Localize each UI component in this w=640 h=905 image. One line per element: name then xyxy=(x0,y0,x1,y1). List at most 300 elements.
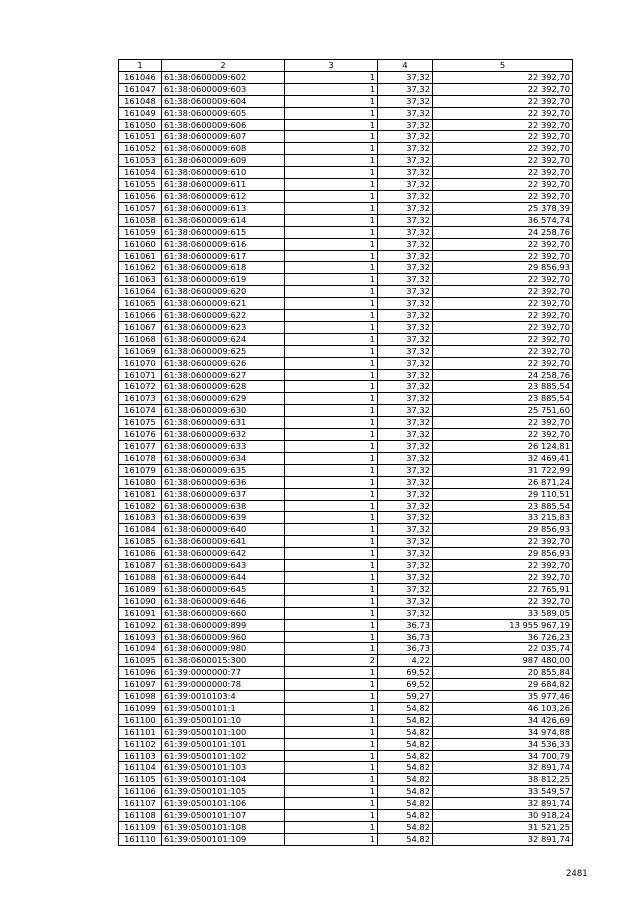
table-cell: 37,32 xyxy=(378,560,433,572)
table-cell: 35 977,46 xyxy=(433,691,573,703)
table-cell: 161046 xyxy=(119,71,162,83)
table-cell: 1 xyxy=(285,286,378,298)
table-cell: 1 xyxy=(285,202,378,214)
table-row xyxy=(119,786,573,798)
table-cell: 36 574,74 xyxy=(433,214,573,226)
table-cell: 161068 xyxy=(119,333,162,345)
table-row xyxy=(119,310,573,322)
table-row xyxy=(119,738,573,750)
table-row xyxy=(119,512,573,524)
table-cell: 161067 xyxy=(119,321,162,333)
table-cell: 37,32 xyxy=(378,286,433,298)
table-cell: 61:38:0600009:637 xyxy=(162,488,285,500)
table-cell: 161106 xyxy=(119,786,162,798)
table-cell: 23 885,54 xyxy=(433,381,573,393)
table-cell: 61:38:0600009:627 xyxy=(162,369,285,381)
table-cell: 61:38:0600009:634 xyxy=(162,452,285,464)
table-cell: 61:39:0500101:109 xyxy=(162,833,285,845)
table-cell: 31 722,99 xyxy=(433,464,573,476)
table-cell: 1 xyxy=(285,822,378,834)
table-cell: 37,32 xyxy=(378,357,433,369)
table-row xyxy=(119,357,573,369)
table-cell: 1 xyxy=(285,631,378,643)
table-cell: 22 392,70 xyxy=(433,357,573,369)
table-cell: 161105 xyxy=(119,774,162,786)
table-cell: 61:39:0500101:108 xyxy=(162,822,285,834)
table-cell: 61:38:0600009:605 xyxy=(162,107,285,119)
table-cell: 32 891,74 xyxy=(433,798,573,810)
table-cell: 161108 xyxy=(119,810,162,822)
table-cell: 161088 xyxy=(119,571,162,583)
table-cell: 1 xyxy=(285,452,378,464)
table-cell: 61:39:0500101:107 xyxy=(162,810,285,822)
table-cell: 161091 xyxy=(119,607,162,619)
table-cell: 22 392,70 xyxy=(433,250,573,262)
table-row xyxy=(119,333,573,345)
table-cell: 1 xyxy=(285,310,378,322)
table-cell: 61:38:0600009:643 xyxy=(162,560,285,572)
table-cell: 37,32 xyxy=(378,250,433,262)
table-cell: 25 378,39 xyxy=(433,202,573,214)
table-cell: 46 103,26 xyxy=(433,702,573,714)
table-cell: 1 xyxy=(285,107,378,119)
table-cell: 61:38:0600009:645 xyxy=(162,583,285,595)
table-cell: 37,32 xyxy=(378,417,433,429)
table-cell: 61:38:0600009:609 xyxy=(162,155,285,167)
table-cell: 61:39:0500101:100 xyxy=(162,726,285,738)
table-cell: 61:38:0600009:660 xyxy=(162,607,285,619)
table-cell: 61:38:0600009:638 xyxy=(162,500,285,512)
table-cell: 33 589,05 xyxy=(433,607,573,619)
table-cell: 61:39:0500101:101 xyxy=(162,738,285,750)
table-row xyxy=(119,298,573,310)
table-row xyxy=(119,643,573,655)
table-row xyxy=(119,262,573,274)
table-cell: 37,32 xyxy=(378,167,433,179)
table-cell: 161054 xyxy=(119,167,162,179)
table-cell: 54,82 xyxy=(378,738,433,750)
table-cell: 13 955 967,19 xyxy=(433,619,573,631)
table-cell: 61:38:0600015:300 xyxy=(162,655,285,667)
table-cell: 1 xyxy=(285,595,378,607)
table-cell: 32 469,41 xyxy=(433,452,573,464)
table-row xyxy=(119,798,573,810)
table-row xyxy=(119,691,573,703)
table-cell: 1 xyxy=(285,298,378,310)
table-cell: 36,73 xyxy=(378,631,433,643)
table-cell: 161094 xyxy=(119,643,162,655)
table-cell: 1 xyxy=(285,131,378,143)
table-cell: 61:39:0500101:106 xyxy=(162,798,285,810)
table-cell: 29 856,93 xyxy=(433,524,573,536)
table-row xyxy=(119,726,573,738)
table-cell: 37,32 xyxy=(378,119,433,131)
table-cell: 61:38:0600009:641 xyxy=(162,536,285,548)
table-cell: 61:38:0600009:604 xyxy=(162,95,285,107)
table-cell: 37,32 xyxy=(378,333,433,345)
table-cell: 161102 xyxy=(119,738,162,750)
table-cell: 33 549,57 xyxy=(433,786,573,798)
table-cell: 1 xyxy=(285,179,378,191)
table-cell: 161061 xyxy=(119,250,162,262)
table-cell: 61:39:0500101:10 xyxy=(162,714,285,726)
table-cell: 54,82 xyxy=(378,822,433,834)
table-cell: 1 xyxy=(285,798,378,810)
table-cell: 22 392,70 xyxy=(433,560,573,572)
table-cell: 61:38:0600009:640 xyxy=(162,524,285,536)
table-row xyxy=(119,560,573,572)
table-cell: 161071 xyxy=(119,369,162,381)
table-cell: 37,32 xyxy=(378,202,433,214)
table-row xyxy=(119,762,573,774)
table-cell: 1 xyxy=(285,702,378,714)
page-number: 2481 xyxy=(566,869,588,879)
table-cell: 1 xyxy=(285,214,378,226)
table-cell: 29 684,82 xyxy=(433,679,573,691)
table-row xyxy=(119,476,573,488)
table-row xyxy=(119,107,573,119)
table-cell: 61:39:0500101:103 xyxy=(162,762,285,774)
table-cell: 24 258,76 xyxy=(433,226,573,238)
table-cell: 22 392,70 xyxy=(433,167,573,179)
table-cell: 37,32 xyxy=(378,405,433,417)
table-cell: 37,32 xyxy=(378,190,433,202)
table-row xyxy=(119,714,573,726)
table-cell: 25 751,60 xyxy=(433,405,573,417)
table-row xyxy=(119,190,573,202)
table-cell: 37,32 xyxy=(378,321,433,333)
table-cell: 1 xyxy=(285,762,378,774)
table-cell: 37,32 xyxy=(378,107,433,119)
table-cell: 61:38:0600009:636 xyxy=(162,476,285,488)
table-cell: 61:39:0010103:4 xyxy=(162,691,285,703)
table-cell: 161093 xyxy=(119,631,162,643)
table-cell: 37,32 xyxy=(378,298,433,310)
table-cell: 37,32 xyxy=(378,512,433,524)
table-cell: 61:38:0600009:614 xyxy=(162,214,285,226)
table-cell: 1 xyxy=(285,369,378,381)
table-row xyxy=(119,405,573,417)
table-cell: 37,32 xyxy=(378,607,433,619)
table-cell: 1 xyxy=(285,833,378,845)
column-header-4: 4 xyxy=(378,60,433,72)
table-cell: 59,27 xyxy=(378,691,433,703)
table-cell: 161104 xyxy=(119,762,162,774)
table-cell: 37,32 xyxy=(378,393,433,405)
table-cell: 161098 xyxy=(119,691,162,703)
table-cell: 1 xyxy=(285,441,378,453)
table-row xyxy=(119,822,573,834)
table-cell: 61:39:0500101:102 xyxy=(162,750,285,762)
table-row xyxy=(119,702,573,714)
table-cell: 161109 xyxy=(119,822,162,834)
table-row xyxy=(119,833,573,845)
table-cell: 161047 xyxy=(119,83,162,95)
table-row xyxy=(119,667,573,679)
table-row xyxy=(119,583,573,595)
table-cell: 61:38:0600009:611 xyxy=(162,179,285,191)
table-row xyxy=(119,631,573,643)
table-cell: 161073 xyxy=(119,393,162,405)
table-cell: 22 392,70 xyxy=(433,429,573,441)
table-cell: 161083 xyxy=(119,512,162,524)
table-cell: 1 xyxy=(285,476,378,488)
table-cell: 38 812,25 xyxy=(433,774,573,786)
table-cell: 161095 xyxy=(119,655,162,667)
table-cell: 61:38:0600009:603 xyxy=(162,83,285,95)
table-cell: 161080 xyxy=(119,476,162,488)
table-cell: 1 xyxy=(285,417,378,429)
table-cell: 1 xyxy=(285,167,378,179)
table-cell: 1 xyxy=(285,607,378,619)
table-body xyxy=(119,71,573,845)
table-row xyxy=(119,452,573,464)
table-cell: 161100 xyxy=(119,714,162,726)
table-cell: 54,82 xyxy=(378,810,433,822)
table-cell: 22 035,74 xyxy=(433,643,573,655)
table-cell: 161076 xyxy=(119,429,162,441)
table-cell: 161110 xyxy=(119,833,162,845)
table-cell: 61:38:0600009:629 xyxy=(162,393,285,405)
table-cell: 161107 xyxy=(119,798,162,810)
table-cell: 61:38:0600009:631 xyxy=(162,417,285,429)
table-cell: 37,32 xyxy=(378,238,433,250)
table-cell: 61:38:0600009:608 xyxy=(162,143,285,155)
table-cell: 1 xyxy=(285,429,378,441)
table-cell: 37,32 xyxy=(378,95,433,107)
table-cell: 37,32 xyxy=(378,71,433,83)
table-cell: 161074 xyxy=(119,405,162,417)
table-cell: 37,32 xyxy=(378,429,433,441)
table-cell: 161103 xyxy=(119,750,162,762)
table-row xyxy=(119,155,573,167)
table-cell: 69,52 xyxy=(378,679,433,691)
table-cell: 161085 xyxy=(119,536,162,548)
table-cell: 161101 xyxy=(119,726,162,738)
table-cell: 69,52 xyxy=(378,667,433,679)
table-cell: 1 xyxy=(285,560,378,572)
table-cell: 36,73 xyxy=(378,619,433,631)
table-cell: 161097 xyxy=(119,679,162,691)
table-cell: 1 xyxy=(285,190,378,202)
table-cell: 161084 xyxy=(119,524,162,536)
table-cell: 54,82 xyxy=(378,786,433,798)
table-cell: 1 xyxy=(285,155,378,167)
table-cell: 987 480,00 xyxy=(433,655,573,667)
table-cell: 37,32 xyxy=(378,179,433,191)
table-cell: 34 536,33 xyxy=(433,738,573,750)
table-cell: 37,32 xyxy=(378,143,433,155)
table-cell: 161058 xyxy=(119,214,162,226)
table-cell: 29 110,51 xyxy=(433,488,573,500)
table-cell: 161053 xyxy=(119,155,162,167)
table-cell: 54,82 xyxy=(378,798,433,810)
column-header-3: 3 xyxy=(285,60,378,72)
table-cell: 37,32 xyxy=(378,262,433,274)
table-cell: 161064 xyxy=(119,286,162,298)
table-cell: 161092 xyxy=(119,619,162,631)
table-cell: 34 700,79 xyxy=(433,750,573,762)
table-cell: 37,32 xyxy=(378,441,433,453)
table-cell: 161063 xyxy=(119,274,162,286)
column-header-5: 5 xyxy=(433,60,573,72)
table-cell: 37,32 xyxy=(378,583,433,595)
table-cell: 22 392,70 xyxy=(433,71,573,83)
table-row xyxy=(119,774,573,786)
table-cell: 61:38:0600009:980 xyxy=(162,643,285,655)
table-row xyxy=(119,226,573,238)
table-cell: 161050 xyxy=(119,119,162,131)
table-row xyxy=(119,536,573,548)
table-cell: 1 xyxy=(285,691,378,703)
table-cell: 161078 xyxy=(119,452,162,464)
table-row xyxy=(119,810,573,822)
column-header-2: 2 xyxy=(162,60,285,72)
table-row xyxy=(119,655,573,667)
table-cell: 161056 xyxy=(119,190,162,202)
table-row xyxy=(119,381,573,393)
table-cell: 161072 xyxy=(119,381,162,393)
table-cell: 4,22 xyxy=(378,655,433,667)
header-row xyxy=(119,60,573,72)
table-cell: 61:38:0600009:642 xyxy=(162,548,285,560)
table-cell: 1 xyxy=(285,357,378,369)
table-cell: 61:38:0600009:633 xyxy=(162,441,285,453)
table-row xyxy=(119,548,573,560)
table-cell: 1 xyxy=(285,619,378,631)
table-cell: 22 392,70 xyxy=(433,274,573,286)
table-row xyxy=(119,143,573,155)
table-cell: 1 xyxy=(285,83,378,95)
table-cell: 1 xyxy=(285,262,378,274)
table-cell: 32 891,74 xyxy=(433,833,573,845)
table-cell: 161062 xyxy=(119,262,162,274)
table-cell: 61:38:0600009:624 xyxy=(162,333,285,345)
table-row xyxy=(119,179,573,191)
table-cell: 161082 xyxy=(119,500,162,512)
table-cell: 161055 xyxy=(119,179,162,191)
table-cell: 1 xyxy=(285,714,378,726)
table-cell: 37,32 xyxy=(378,381,433,393)
table-row xyxy=(119,441,573,453)
table-cell: 54,82 xyxy=(378,714,433,726)
table-cell: 1 xyxy=(285,750,378,762)
table-cell: 61:38:0600009:625 xyxy=(162,345,285,357)
table-row xyxy=(119,417,573,429)
table-cell: 1 xyxy=(285,119,378,131)
table-cell: 37,32 xyxy=(378,345,433,357)
table-row xyxy=(119,83,573,95)
table-cell: 36,73 xyxy=(378,643,433,655)
table-cell: 61:38:0600009:960 xyxy=(162,631,285,643)
table-cell: 61:38:0600009:616 xyxy=(162,238,285,250)
table-cell: 22 392,70 xyxy=(433,417,573,429)
table-row xyxy=(119,202,573,214)
table-cell: 22 392,70 xyxy=(433,310,573,322)
column-header-1: 1 xyxy=(119,60,162,72)
table-cell: 161099 xyxy=(119,702,162,714)
table-cell: 22 392,70 xyxy=(433,155,573,167)
table-cell: 37,32 xyxy=(378,214,433,226)
table-cell: 1 xyxy=(285,464,378,476)
table-cell: 1 xyxy=(285,143,378,155)
table-cell: 23 885,54 xyxy=(433,393,573,405)
table-cell: 20 855,84 xyxy=(433,667,573,679)
table-row xyxy=(119,679,573,691)
table-cell: 32 891,74 xyxy=(433,762,573,774)
table-cell: 1 xyxy=(285,512,378,524)
table-cell: 61:38:0600009:628 xyxy=(162,381,285,393)
table-cell: 22 392,70 xyxy=(433,345,573,357)
table-row xyxy=(119,250,573,262)
table-cell: 1 xyxy=(285,250,378,262)
table-cell: 22 392,70 xyxy=(433,143,573,155)
table-cell: 1 xyxy=(285,726,378,738)
table-cell: 37,32 xyxy=(378,452,433,464)
table-cell: 37,32 xyxy=(378,369,433,381)
table-cell: 22 392,70 xyxy=(433,286,573,298)
table-cell: 161086 xyxy=(119,548,162,560)
table-cell: 1 xyxy=(285,345,378,357)
table-cell: 24 258,76 xyxy=(433,369,573,381)
table-row xyxy=(119,500,573,512)
table-cell: 37,32 xyxy=(378,464,433,476)
table-cell: 30 918,24 xyxy=(433,810,573,822)
table-cell: 22 392,70 xyxy=(433,190,573,202)
table-cell: 61:38:0600009:607 xyxy=(162,131,285,143)
table-cell: 1 xyxy=(285,238,378,250)
table-row xyxy=(119,607,573,619)
table-cell: 1 xyxy=(285,786,378,798)
table-cell: 54,82 xyxy=(378,702,433,714)
table-row xyxy=(119,393,573,405)
table-row xyxy=(119,524,573,536)
table-row xyxy=(119,321,573,333)
table-cell: 37,32 xyxy=(378,274,433,286)
table-cell: 161087 xyxy=(119,560,162,572)
table-cell: 26 124,81 xyxy=(433,441,573,453)
table-row xyxy=(119,345,573,357)
table-cell: 61:39:0500101:1 xyxy=(162,702,285,714)
table-cell: 54,82 xyxy=(378,726,433,738)
table-cell: 61:39:0000000:77 xyxy=(162,667,285,679)
table-cell: 31 521,25 xyxy=(433,822,573,834)
table-cell: 1 xyxy=(285,321,378,333)
table-row xyxy=(119,750,573,762)
table-row xyxy=(119,464,573,476)
table-cell: 22 392,70 xyxy=(433,131,573,143)
table-cell: 61:38:0600009:615 xyxy=(162,226,285,238)
table-cell: 61:38:0600009:626 xyxy=(162,357,285,369)
table-cell: 1 xyxy=(285,667,378,679)
table-cell: 161060 xyxy=(119,238,162,250)
table-cell: 37,32 xyxy=(378,571,433,583)
table-cell: 34 426,69 xyxy=(433,714,573,726)
table-cell: 23 885,54 xyxy=(433,500,573,512)
table-cell: 22 392,70 xyxy=(433,95,573,107)
table-cell: 1 xyxy=(285,226,378,238)
table-cell: 61:38:0600009:612 xyxy=(162,190,285,202)
table-cell: 1 xyxy=(285,333,378,345)
table-cell: 1 xyxy=(285,393,378,405)
table-cell: 1 xyxy=(285,405,378,417)
table-cell: 33 215,83 xyxy=(433,512,573,524)
table-row xyxy=(119,429,573,441)
table-cell: 37,32 xyxy=(378,155,433,167)
table-row xyxy=(119,238,573,250)
table-cell: 61:38:0600009:606 xyxy=(162,119,285,131)
table-cell: 161090 xyxy=(119,595,162,607)
